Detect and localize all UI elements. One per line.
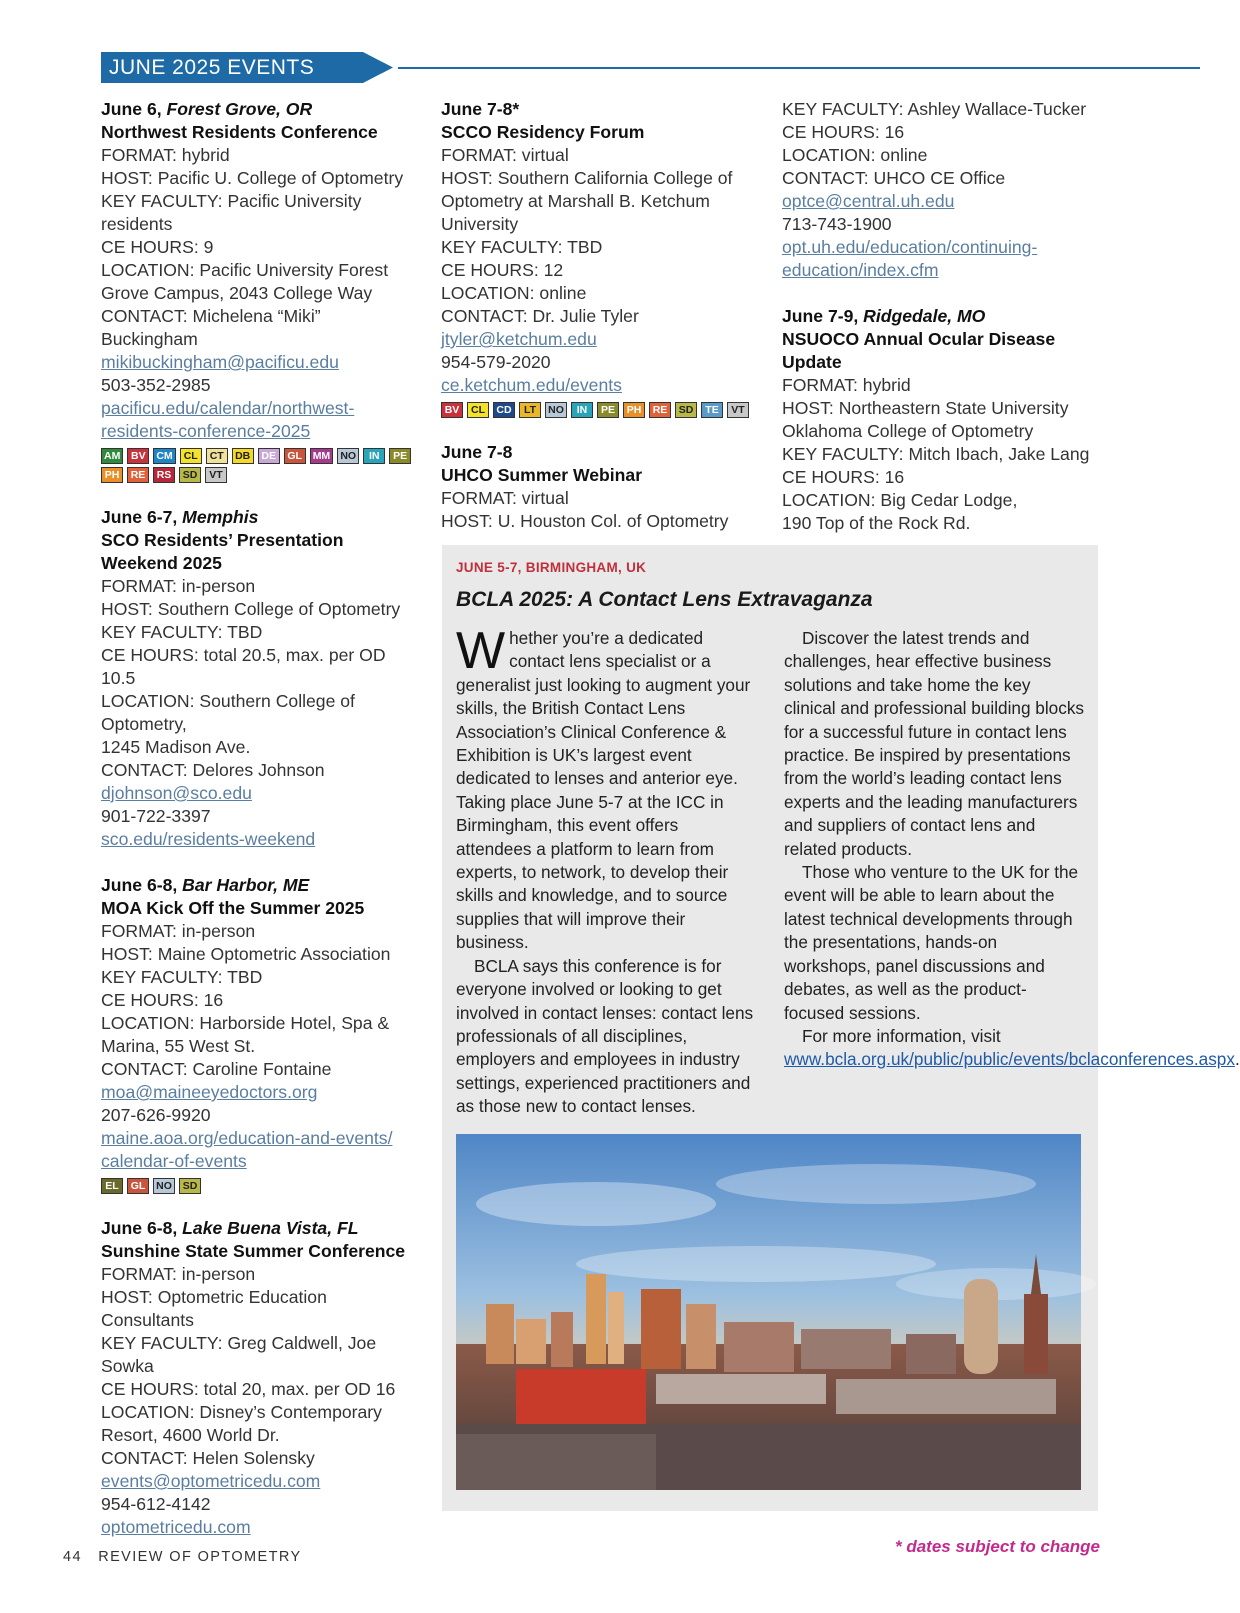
topic-badges xyxy=(441,402,761,418)
event-detail: Oklahoma College of Optometry xyxy=(782,421,1034,441)
sidebar-right-column xyxy=(784,627,1240,1072)
topic-badge: NO xyxy=(545,402,567,418)
event-detail: CONTACT: Caroline Fontaine xyxy=(101,1059,332,1079)
event-detail: CE HOURS: 12 xyxy=(441,260,564,280)
event-detail: KEY FACULTY: Greg Caldwell, Joe xyxy=(101,1333,377,1353)
event-detail: CE HOURS: 16 xyxy=(101,990,224,1010)
event-detail: residents xyxy=(101,214,173,234)
event-detail: HOST: Optometric Education xyxy=(101,1287,327,1307)
event-email-link[interactable]: moa@maineeyedoctors.org xyxy=(101,1082,318,1102)
dates-note: * dates subject to change xyxy=(895,1537,1100,1556)
topic-badge: EL xyxy=(101,1178,123,1194)
topic-badge: CL xyxy=(180,448,202,464)
event-place: Forest Grove, OR xyxy=(166,99,313,119)
event-detail: Grove Campus, 2043 College Way xyxy=(101,283,373,303)
event-detail: CONTACT: UHCO CE Office xyxy=(782,168,1006,188)
sidebar-text: hether you’re a dedicated contact lens specialist or a generalist just looking to augment your skills, the British Contact Lens Association’s Clinical Conference & Exhibition is UK’s largest event dedicated to lenses and anterior eye. Taking place June 5-7 at the ICC in Birmingham, this event offers attendees a platform to learn from experts, to network, to develop their skills and knowledge, and to source supplies that will improve their business. xyxy=(456,628,751,953)
event-title: MOA Kick Off the Summer 2025 xyxy=(101,898,365,918)
event-title: SCCO Residency Forum xyxy=(441,122,645,142)
event-detail: HOST: Northeastern State University xyxy=(782,398,1069,418)
events-column-2 xyxy=(441,98,759,556)
event-place: Bar Harbor, ME xyxy=(182,875,310,895)
event-email-link[interactable]: mikibuckingham@pacificu.edu xyxy=(101,352,339,372)
event-website-link[interactable]: education/index.cfm xyxy=(782,260,939,280)
event-detail: Consultants xyxy=(101,1310,194,1330)
event-title: SCO Residents’ Presentation xyxy=(101,530,344,550)
event-detail: CE HOURS: total 20.5, max. per OD 10.5 xyxy=(101,645,386,688)
topic-badge: PH xyxy=(101,467,123,483)
page-number: 44 xyxy=(63,1549,82,1565)
event-title: Sunshine State Summer Conference xyxy=(101,1241,406,1261)
event-detail: LOCATION: Pacific University Forest xyxy=(101,260,389,280)
topic-badges xyxy=(101,448,421,483)
topic-badge: PH xyxy=(623,402,645,418)
sidebar-paragraph: Those who venture to the UK for the event will be able to learn about the latest technical developments through the presentations, hands-on workshops, panel discussions and debates, as well as the product-focused sessions. xyxy=(784,862,1079,1023)
event-detail: 1245 Madison Ave. xyxy=(101,737,251,757)
event-listing xyxy=(782,305,1100,535)
event-title: Update xyxy=(782,352,842,372)
topic-badge: SD xyxy=(675,402,697,418)
topic-badge: DB xyxy=(232,448,254,464)
event-detail: CE HOURS: 9 xyxy=(101,237,214,257)
event-place: Ridgedale, MO xyxy=(863,306,986,326)
event-email-link[interactable]: djohnson@sco.edu xyxy=(101,783,252,803)
event-detail: CONTACT: Helen Solensky xyxy=(101,1448,315,1468)
event-email-link[interactable]: jtyler@ketchum.edu xyxy=(441,329,597,349)
event-detail: Buckingham xyxy=(101,329,198,349)
birmingham-skyline-photo xyxy=(456,1134,1081,1490)
event-detail: KEY FACULTY: Ashley Wallace-Tucker xyxy=(782,99,1087,119)
sidebar-left-column xyxy=(456,622,758,1119)
event-listing xyxy=(101,98,421,483)
event-phone: 503-352-2985 xyxy=(101,375,211,395)
event-detail: FORMAT: hybrid xyxy=(782,375,911,395)
event-detail: CONTACT: Dr. Julie Tyler xyxy=(441,306,639,326)
event-detail: HOST: Southern College of Optometry xyxy=(101,599,401,619)
event-detail: Optometry at Marshall B. Ketchum xyxy=(441,191,710,211)
event-detail: LOCATION: Harborside Hotel, Spa & xyxy=(101,1013,390,1033)
topic-badge: SD xyxy=(179,467,201,483)
event-date: June 7-8 xyxy=(441,442,513,462)
topic-badge: MM xyxy=(310,448,334,464)
event-detail: CE HOURS: 16 xyxy=(782,467,905,487)
event-detail: KEY FACULTY: TBD xyxy=(101,622,263,642)
event-detail: KEY FACULTY: Mitch Ibach, Jake Lang xyxy=(782,444,1090,464)
topic-badge: GL xyxy=(284,448,306,464)
event-date: June 6-8, Lake Buena Vista, FL xyxy=(101,1218,359,1238)
event-website-link[interactable]: maine.aoa.org/education-and-events/ xyxy=(101,1128,393,1148)
event-title: Weekend 2025 xyxy=(101,553,222,573)
topic-badge: VT xyxy=(727,402,749,418)
event-website-link[interactable]: ce.ketchum.edu/events xyxy=(441,375,622,395)
event-detail: CONTACT: Michelena “Miki” xyxy=(101,306,321,326)
sidebar-text: For more information, visit xyxy=(802,1025,1001,1046)
event-website-link[interactable]: residents-conference-2025 xyxy=(101,421,311,441)
event-phone: 901-722-3397 xyxy=(101,806,211,826)
event-email-link[interactable]: events@optometricedu.com xyxy=(101,1471,321,1491)
event-phone: 954-612-4142 xyxy=(101,1494,211,1514)
event-listing xyxy=(782,98,1100,282)
bcla-sidebar xyxy=(442,545,1240,1511)
event-listing xyxy=(101,506,421,851)
event-detail: FORMAT: in-person xyxy=(101,921,256,941)
section-banner xyxy=(101,52,401,83)
header-rule xyxy=(398,67,1200,69)
event-place: Memphis xyxy=(182,507,259,527)
topic-badge: IN xyxy=(363,448,385,464)
event-website-link[interactable]: calendar-of-events xyxy=(101,1151,247,1171)
event-phone: 954-579-2020 xyxy=(441,352,551,372)
banner-title: JUNE 2025 EVENTS xyxy=(109,56,315,79)
topic-badge: SD xyxy=(179,1178,201,1194)
event-phone: 207-626-9920 xyxy=(101,1105,211,1125)
event-listing xyxy=(441,98,759,418)
events-column-3 xyxy=(782,98,1100,558)
topic-badge: VT xyxy=(205,467,227,483)
bcla-link[interactable]: www.bcla.org.uk/public/public/events/bclaconferences.aspx xyxy=(784,1049,1235,1070)
event-detail: CONTACT: Delores Johnson xyxy=(101,760,325,780)
event-phone: 713-743-1900 xyxy=(782,214,892,234)
topic-badge: PE xyxy=(389,448,411,464)
event-detail: LOCATION: online xyxy=(782,145,928,165)
event-detail: LOCATION: Southern College of xyxy=(101,691,355,711)
event-detail: Sowka xyxy=(101,1356,154,1376)
topic-badge: CL xyxy=(467,402,489,418)
event-listing xyxy=(101,1217,421,1539)
topic-badge: CM xyxy=(153,448,175,464)
event-website-link[interactable]: pacificu.edu/calendar/northwest- xyxy=(101,398,355,418)
topic-badge: RE xyxy=(649,402,671,418)
event-listing xyxy=(101,874,421,1194)
topic-badge: RE xyxy=(127,467,149,483)
topic-badge: CT xyxy=(206,448,228,464)
event-detail: 190 Top of the Rock Rd. xyxy=(782,513,971,533)
event-title: UHCO Summer Webinar xyxy=(441,465,643,485)
topic-badge: IN xyxy=(571,402,593,418)
event-detail: University xyxy=(441,214,519,234)
event-website-link[interactable]: sco.edu/residents-weekend xyxy=(101,829,316,849)
event-detail: Resort, 4600 World Dr. xyxy=(101,1425,280,1445)
event-detail: CE HOURS: 16 xyxy=(782,122,905,142)
sidebar-title: BCLA 2025: A Contact Lens Extravaganza xyxy=(456,588,873,611)
skyline-illustration xyxy=(456,1134,1081,1490)
event-detail: KEY FACULTY: TBD xyxy=(441,237,603,257)
topic-badge: BV xyxy=(441,402,463,418)
event-listing xyxy=(441,441,759,533)
event-detail: FORMAT: in-person xyxy=(101,576,256,596)
topic-badge: RS xyxy=(153,467,175,483)
sidebar-paragraph xyxy=(456,622,758,955)
topic-badge: CD xyxy=(493,402,515,418)
event-detail: LOCATION: Disney’s Contemporary xyxy=(101,1402,382,1422)
topic-badge: TE xyxy=(701,402,723,418)
event-detail: FORMAT: hybrid xyxy=(101,145,230,165)
event-website-link[interactable]: optometricedu.com xyxy=(101,1517,251,1537)
event-email-link[interactable]: optce@central.uh.edu xyxy=(782,191,955,211)
topic-badges xyxy=(101,1178,421,1194)
sidebar-paragraph xyxy=(784,1025,1240,1072)
event-detail: HOST: U. Houston Col. of Optometry xyxy=(441,511,729,531)
event-detail: FORMAT: virtual xyxy=(441,145,569,165)
event-detail: LOCATION: online xyxy=(441,283,587,303)
events-column-1 xyxy=(101,98,421,1562)
event-detail: KEY FACULTY: Pacific University xyxy=(101,191,362,211)
topic-badge: BV xyxy=(127,448,149,464)
event-detail: LOCATION: Big Cedar Lodge, xyxy=(782,490,1018,510)
event-date: June 7-8* xyxy=(441,99,520,119)
event-website-link[interactable]: opt.uh.edu/education/continuing- xyxy=(782,237,1038,257)
event-date: June 6-8, Bar Harbor, ME xyxy=(101,875,310,895)
event-detail: KEY FACULTY: TBD xyxy=(101,967,263,987)
topic-badge: NO xyxy=(337,448,359,464)
event-detail: HOST: Southern California College of xyxy=(441,168,733,188)
topic-badge: LT xyxy=(519,402,541,418)
event-date: June 6-7, Memphis xyxy=(101,507,259,527)
sidebar-paragraph: BCLA says this conference is for everyone involved or looking to get involved in contact lenses: contact lens professionals of all disciplines, employers and employees in industry settings, experienced practitioners and as those new to contact lenses. xyxy=(456,955,754,1117)
event-detail: FORMAT: virtual xyxy=(441,488,569,508)
sidebar-paragraph: Discover the latest trends and challenges, hear effective business solutions and take home the key clinical and professional building blocks for a successful future in contact lens practice. Be inspired by presentations from the world’s leading contact lens experts and the leading manufacturers and suppliers of contact lens and related products. xyxy=(784,628,1085,859)
publication-name: REVIEW OF OPTOMETRY xyxy=(98,1549,302,1565)
event-title: NSUOCO Annual Ocular Disease xyxy=(782,329,1056,349)
topic-badge: AM xyxy=(101,448,123,464)
sidebar-kicker: JUNE 5-7, BIRMINGHAM, UK xyxy=(456,560,647,575)
event-title: Northwest Residents Conference xyxy=(101,122,378,142)
topic-badge: NO xyxy=(153,1178,175,1194)
event-detail: Marina, 55 West St. xyxy=(101,1036,256,1056)
event-detail: Optometry, xyxy=(101,714,187,734)
event-place: Lake Buena Vista, FL xyxy=(182,1218,359,1238)
topic-badge: GL xyxy=(127,1178,149,1194)
event-detail: HOST: Pacific U. College of Optometry xyxy=(101,168,404,188)
event-date: June 6, Forest Grove, OR xyxy=(101,99,313,119)
event-detail: FORMAT: in-person xyxy=(101,1264,256,1284)
topic-badge: DE xyxy=(258,448,280,464)
topic-badge: PE xyxy=(597,402,619,418)
page-footer xyxy=(63,1549,302,1565)
drop-cap: W xyxy=(456,622,506,680)
sidebar-text: . xyxy=(1234,1049,1240,1070)
event-detail: CE HOURS: total 20, max. per OD 16 xyxy=(101,1379,396,1399)
event-detail: HOST: Maine Optometric Association xyxy=(101,944,391,964)
event-date: June 7-9, Ridgedale, MO xyxy=(782,306,986,326)
